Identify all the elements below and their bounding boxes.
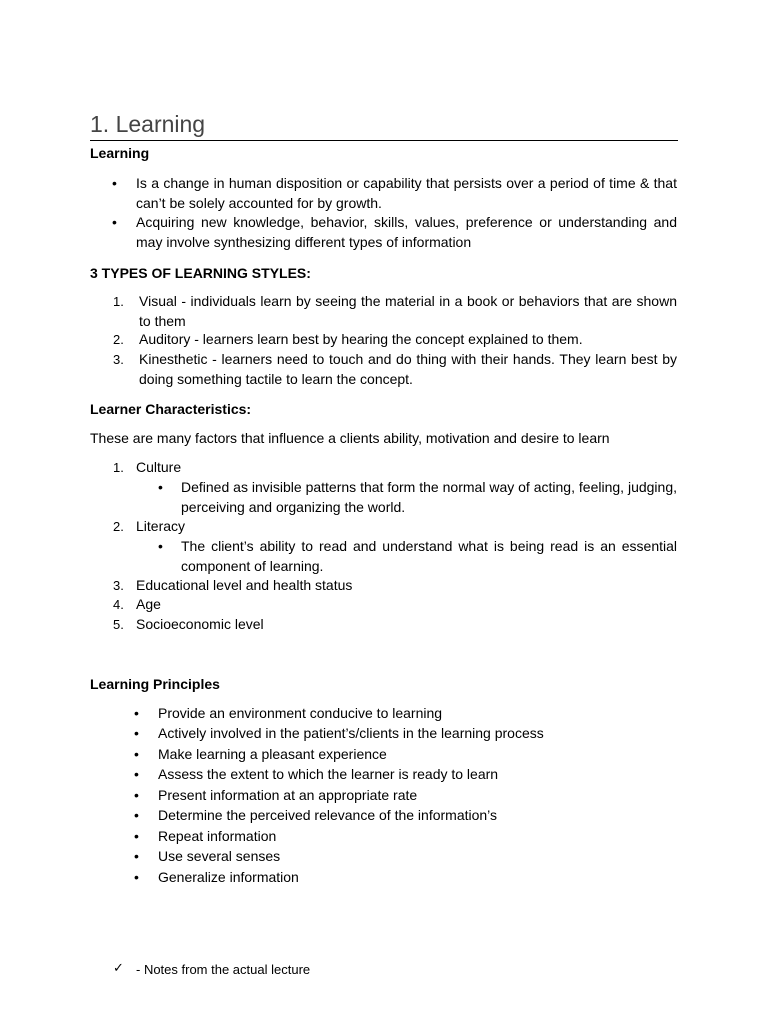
list-number: 1. xyxy=(113,460,124,475)
principle-item: Generalize information xyxy=(158,869,299,885)
bullet-icon: • xyxy=(134,869,139,885)
style-item: Kinesthetic - learners need to touch and do thing with their hands. They learn best by doing something tactile to learn the concept. xyxy=(139,351,677,387)
styles-heading: 3 TYPES OF LEARNING STYLES: xyxy=(90,265,311,281)
principle-item: Determine the perceived relevance of the information’s xyxy=(158,807,498,823)
characteristic-item: Educational level and health status xyxy=(136,577,353,593)
bullet-icon: • xyxy=(112,214,117,230)
checkmark-icon: ✓ xyxy=(113,961,124,976)
principles-heading: Learning Principles xyxy=(90,676,220,692)
learning-bullet: Is a change in human disposition or capability that persists over a period of time & that can’t be solely accounted for by growth. xyxy=(136,175,677,211)
list-number: 3. xyxy=(113,578,124,593)
list-number: 3. xyxy=(113,352,124,367)
learning-bullet: Acquiring new knowledge, behavior, skills, values, preference or understanding and may involve synthesizing different types of information xyxy=(136,214,677,250)
bullet-icon: • xyxy=(134,787,139,803)
principle-item: Actively involved in the patient’s/clients in the learning process xyxy=(158,725,544,741)
bullet-icon: • xyxy=(158,538,163,554)
bullet-icon: • xyxy=(158,479,163,495)
learning-heading: Learning xyxy=(90,145,150,161)
characteristic-subitem: The client’s ability to read and understand what is being read is an essential component of learning. xyxy=(181,538,677,574)
bullet-icon: • xyxy=(134,828,139,844)
bullet-icon: • xyxy=(134,848,139,864)
bullet-icon: • xyxy=(134,725,139,741)
principle-item: Provide an environment conducive to learning xyxy=(158,705,443,721)
bullet-icon: • xyxy=(134,766,139,782)
style-item: Auditory - learners learn best by hearing the concept explained to them. xyxy=(139,331,583,347)
footnote-text: - Notes from the actual lecture xyxy=(136,962,311,977)
bullet-icon: • xyxy=(112,175,117,191)
list-number: 2. xyxy=(113,332,124,347)
page-title: 1. Learning xyxy=(90,108,678,141)
bullet-icon: • xyxy=(134,746,139,762)
characteristics-heading: Learner Characteristics: xyxy=(90,401,252,417)
style-item: Visual - individuals learn by seeing the material in a book or behaviors that are shown to them xyxy=(139,293,677,329)
bullet-icon: • xyxy=(134,705,139,721)
characteristics-intro: These are many factors that influence a clients ability, motivation and desire to learn xyxy=(90,430,610,446)
characteristic-subitem: Defined as invisible patterns that form the normal way of acting, feeling, judging, perceiving and organizing the world. xyxy=(181,479,677,515)
characteristic-item: Socioeconomic level xyxy=(136,616,264,632)
list-number: 5. xyxy=(113,617,124,632)
bullet-icon: • xyxy=(134,807,139,823)
list-number: 2. xyxy=(113,519,124,534)
list-number: 1. xyxy=(113,294,124,309)
characteristic-item: Culture xyxy=(136,459,182,475)
principle-item: Make learning a pleasant experience xyxy=(158,746,387,762)
principle-item: Use several senses xyxy=(158,848,281,864)
principle-item: Present information at an appropriate rate xyxy=(158,787,418,803)
principle-item: Repeat information xyxy=(158,828,277,844)
list-number: 4. xyxy=(113,597,124,612)
characteristic-item: Literacy xyxy=(136,518,186,534)
characteristic-item: Age xyxy=(136,596,161,612)
principle-item: Assess the extent to which the learner is ready to learn xyxy=(158,766,499,782)
